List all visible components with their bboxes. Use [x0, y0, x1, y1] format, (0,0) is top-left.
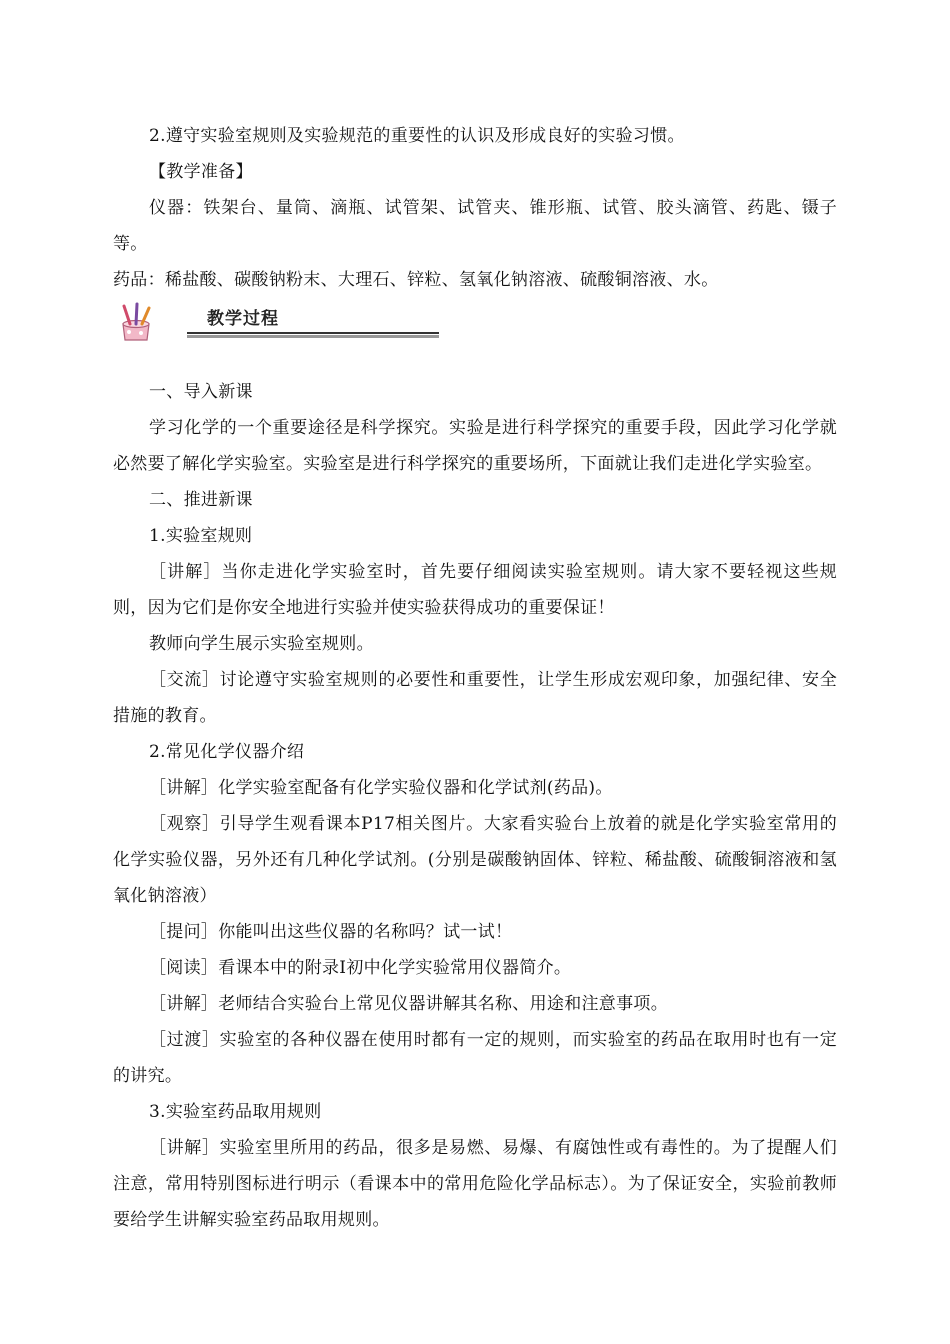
banner-title: 教学过程	[207, 309, 279, 329]
document-content	[113, 118, 837, 1238]
paragraph-explain-rules: ［讲解］当你走进化学实验室时，首先要仔细阅读实验室规则。请大家不要轻视这些规则，因为它们是你安全地进行实验并使实验获得成功的重要保证！	[113, 562, 837, 618]
heading-instruments: 2.常见化学仪器介绍	[149, 742, 305, 762]
reagents-list: 药品：稀盐酸、碳酸钠粉末、大理石、锌粒、氢氧化钠溶液、硫酸铜溶液、水。	[113, 270, 719, 290]
heading-lab-rules: 1.实验室规则	[149, 526, 253, 546]
instruments-list: 仪器：铁架台、量筒、滴瓶、试管架、试管夹、锥形瓶、试管、胶头滴管、药匙、镊子等。	[113, 198, 837, 254]
paragraph-question: ［提问］你能叫出这些仪器的名称吗？试一试！	[149, 922, 513, 942]
section-banner	[113, 302, 837, 352]
paragraph-reagent-explain: ［讲解］实验室里所用的药品，很多是易燃、易爆、有腐蚀性或有毒性的。为了提醒人们注意，常用特别图标进行明示（看课本中的常用危险化学品标志）。为了保证安全，实验前教师要给学生讲解实验室药品取用规则。	[113, 1138, 837, 1230]
objective-item-2: 2.遵守实验室规则及实验规范的重要性的认识及形成良好的实验习惯。	[149, 126, 685, 146]
heading-new-lesson: 二、推进新课	[149, 490, 253, 510]
paragraph-show-rules: 教师向学生展示实验室规则。	[149, 634, 374, 654]
paragraph-discuss: ［交流］讨论遵守实验室规则的必要性和重要性，让学生形成宏观印象，加强纪律、安全措施的教育。	[113, 670, 837, 726]
heading-reagent-rules: 3.实验室药品取用规则	[149, 1102, 322, 1122]
paragraph-explain-instruments: ［讲解］化学实验室配备有化学实验仪器和化学试剂(药品)。	[149, 778, 613, 798]
section-heading-preparation: 【教学准备】	[149, 162, 253, 182]
paragraph-teacher-explain: ［讲解］老师结合实验台上常见仪器讲解其名称、用途和注意事项。	[149, 994, 668, 1014]
paragraph-observe: ［观察］引导学生观看课本P17相关图片。大家看实验台上放着的就是化学实验室常用的化学实验仪器，另外还有几种化学试剂。(分别是碳酸钠固体、锌粒、稀盐酸、硫酸铜溶液和氢氧化钠溶液）	[113, 814, 837, 906]
paragraph-transition: ［过渡］实验室的各种仪器在使用时都有一定的规则，而实验室的药品在取用时也有一定的讲究。	[113, 1030, 837, 1086]
banner-underline	[187, 332, 439, 338]
heading-intro: 一、导入新课	[149, 382, 253, 402]
paragraph-intro: 学习化学的一个重要途径是科学探究。实验是进行科学探究的重要手段，因此学习化学就必然要了解化学实验室。实验室是进行科学探究的重要场所，下面就让我们走进化学实验室。	[113, 418, 837, 474]
paragraph-read: ［阅读］看课本中的附录I初中化学实验常用仪器简介。	[149, 958, 572, 978]
